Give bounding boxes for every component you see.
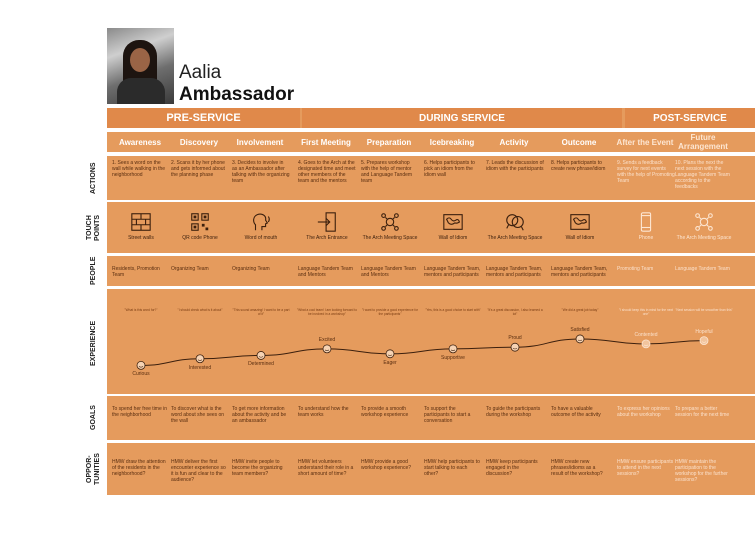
stage-3: Involvement [236, 137, 284, 147]
touchpoint-10 [675, 211, 733, 253]
emotion-face-icon [642, 340, 650, 348]
quote-5: "I want to provide a good experience for the participants" [361, 308, 419, 316]
touchpoint-label: The Arch Meeting Space [487, 235, 543, 241]
actions-cell-1: 1. Sees a word on the wall while walking in the neighborhood [112, 160, 166, 178]
opportunities-cell-8: HMW create new phrases/idioms as a result of the workshop? [551, 459, 603, 477]
stage-9: After the Event [616, 137, 674, 147]
phase-header-1: DURING SERVICE [302, 108, 622, 128]
emotion-label-8: Satisfied [570, 326, 590, 333]
emotion-label-10: Hopeful [695, 328, 713, 335]
people-cell-4: Language Tandem Team and Mentors [298, 266, 353, 278]
stage-6: Icebreaking [429, 137, 475, 147]
emotion-face-icon [257, 351, 265, 359]
quote-8: "We did a great job today" [561, 308, 599, 312]
touchpoint-7 [486, 211, 544, 253]
experience-curve [107, 289, 755, 394]
touchpoint-9 [617, 211, 675, 253]
emotion-face-icon [576, 335, 584, 343]
persona-first-name: Aalia [179, 62, 222, 83]
row-label-0: ACTIONS [90, 162, 97, 194]
stage-8: Outcome [561, 137, 597, 147]
quote-2: "I should check what is it about" [177, 308, 223, 312]
stage-10: Future Arrangement [678, 133, 728, 151]
goals-cell-5: To provide a smooth workshop experience [361, 406, 409, 418]
emotion-label-3: Determined [248, 361, 274, 368]
actions-cell-3: 3. Decides to involve in as an Ambassador after talking with the organizing team [232, 160, 290, 184]
journey-map [86, 108, 755, 528]
touchpoint-8 [551, 211, 609, 253]
emotion-label-4: Excited [318, 336, 336, 343]
people-cell-9: Promoting Team [617, 266, 654, 272]
opportunities-cell-2: HMW deliver the first encounter experience so it is fun and clear to the audience? [171, 459, 226, 483]
touchpoint-1 [112, 211, 170, 253]
phase-header-2: POST-SERVICE [625, 108, 755, 128]
goals-cell-4: To understand how the team works [298, 406, 349, 418]
touchpoint-label: The Arch Meeting Space [362, 235, 418, 241]
touchpoint-label: Wall of Idiom [565, 235, 595, 241]
people-cell-8: Language Tandem Team, mentors and participants [551, 266, 608, 278]
map-wall-icon [569, 211, 591, 235]
opportunities-cell-7: HMW keep participants engaged in the discussion? [486, 459, 538, 477]
touchpoint-label: Street walls [128, 235, 154, 241]
people-cell-6: Language Tandem Team, mentors and participants [424, 266, 481, 278]
touchpoint-6 [424, 211, 482, 253]
goals-cell-3: To get more information about the activity and be an ambassador [232, 406, 287, 424]
emotion-face-icon [386, 350, 394, 358]
emotion-label-9: Contented [634, 331, 658, 338]
chat-bubbles-icon [504, 211, 526, 235]
stage-7: Activity [499, 137, 529, 147]
goals-cell-7: To guide the participants during the workshop [486, 406, 541, 418]
meeting-space-icon [379, 211, 401, 235]
speaking-head-icon [250, 211, 272, 235]
opportunities-cell-4: HMW let volunteers understand their role in a short amount of time? [298, 459, 354, 477]
people-cell-3: Organizing Team [232, 266, 270, 272]
touchpoint-4 [298, 211, 356, 253]
emotion-label-5: Eager [383, 359, 397, 366]
emotion-label-7: Proud [508, 335, 522, 342]
touchpoint-3 [232, 211, 290, 253]
actions-cell-7: 7. Leads the discussion of idiom with the participants [486, 160, 544, 172]
emotion-face-icon [449, 345, 457, 353]
brick-wall-icon [130, 211, 152, 235]
touchpoint-label: Wall of Idiom [438, 235, 468, 241]
opportunities-cell-9: HMW ensure participants to attend in the next sessions? [617, 459, 674, 477]
stage-4: First Meeting [301, 137, 351, 147]
actions-cell-8: 8. Helps participants to create new phrase/idiom [551, 160, 606, 172]
emotion-label-2: Interested [188, 364, 212, 371]
touchpoint-label: Word of mouth [244, 235, 278, 241]
quote-4: "What a cool team! I am looking forward to be involved in a workshop" [297, 308, 357, 316]
opportunities-cell-5: HMW provide a good workshop experience? [361, 459, 412, 471]
actions-cell-4: 4. Goes to the Arch at the designated time and meet other members of the team and the mentors [298, 160, 356, 184]
quote-10: "Next session will be smoother than this" [675, 308, 733, 312]
goals-cell-9: To express her opinions about the workshop [617, 406, 670, 418]
people-cell-2: Organizing Team [171, 266, 209, 272]
stage-1: Awareness [118, 137, 162, 147]
quote-1: "What is this word for?" [124, 308, 158, 312]
touchpoint-label: The Arch Meeting Space [676, 235, 732, 241]
row-label-2: PEOPLE [90, 256, 97, 286]
phase-header-0: PRE-SERVICE [107, 108, 300, 128]
actions-cell-2: 2. Scans it by her phone and gets informed about the planning phase [171, 160, 225, 178]
touchpoint-5 [361, 211, 419, 253]
opportunities-cell-3: HMW invite people to become the organizing team members? [232, 459, 283, 477]
touchpoint-2 [171, 211, 229, 253]
emotion-face-icon [196, 355, 204, 363]
persona-role: Ambassador [179, 84, 295, 105]
meeting-space-icon [693, 211, 715, 235]
persona-photo [107, 28, 174, 104]
opportunities-cell-10: HMW maintain the participation to the workshop for the further sessions? [675, 459, 728, 483]
emotion-face-icon [511, 343, 519, 351]
phone-icon [635, 211, 657, 235]
qr-code-icon [189, 211, 211, 235]
goals-cell-8: To have a valuable outcome of the activity [551, 406, 601, 418]
row-label-4: GOALS [90, 405, 97, 431]
row-label-3: EXPERIENCE [90, 320, 97, 366]
stage-2: Discovery [179, 137, 219, 147]
row-label-1: TOUCH POINTS [86, 214, 101, 241]
quote-9: "I should keep this in mind for the next one" [619, 308, 673, 316]
stage-5: Preparation [366, 137, 412, 147]
emotion-label-1: Curious [132, 371, 150, 378]
emotion-face-icon [137, 361, 145, 369]
row-label-5: OPPOR- TUNITIES [86, 453, 101, 485]
people-cell-7: Language Tandem Team, mentors and participants [486, 266, 543, 278]
goals-cell-2: To discover what is the word about she sees on the wall [171, 406, 225, 424]
quote-6: "Yes, this is a good choice to start with" [425, 308, 481, 312]
goals-cell-1: To spend her free time in the neighborhood [112, 406, 168, 418]
touchpoint-label: Phone [638, 235, 654, 241]
touchpoint-label: QR code Phone [182, 235, 218, 241]
quote-7: "It's a great discussion, I also learned a lot" [487, 308, 543, 316]
goals-cell-6: To support the participants to start a conversation [424, 406, 471, 424]
opportunities-cell-6: HMW help participants to start talking to each other? [424, 459, 480, 477]
actions-cell-6: 6. Helps participants to pick an idiom from the idiom wall [424, 160, 475, 178]
door-enter-icon [316, 211, 338, 235]
actions-cell-10: 10. Plans the next the next session with the Language Tandem Team according to the feedbacks [675, 160, 730, 190]
touchpoint-label: The Arch Entrance [306, 235, 348, 241]
people-cell-10: Language Tandem Team [675, 266, 730, 272]
actions-cell-9: 9. Sends a feedback survey for next events with the help of Promoting Team [617, 160, 675, 184]
emotion-label-6: Supportive [441, 354, 465, 361]
opportunities-cell-1: HMW draw the attention of the residents in the neighborhood? [112, 459, 166, 477]
people-cell-1: Residents, Promotion Team [112, 266, 160, 278]
goals-cell-10: To prepare a better session for the next time [675, 406, 730, 418]
map-wall-icon [442, 211, 464, 235]
emotion-face-icon [700, 337, 708, 345]
actions-cell-5: 5. Prepares workshop with the help of mentor and Language Tandem team [361, 160, 413, 184]
emotion-face-icon [323, 345, 331, 353]
quote-3: "This sound amazing! I want to be a part of it" [232, 308, 290, 316]
people-cell-5: Language Tandem Team and Mentors [361, 266, 416, 278]
